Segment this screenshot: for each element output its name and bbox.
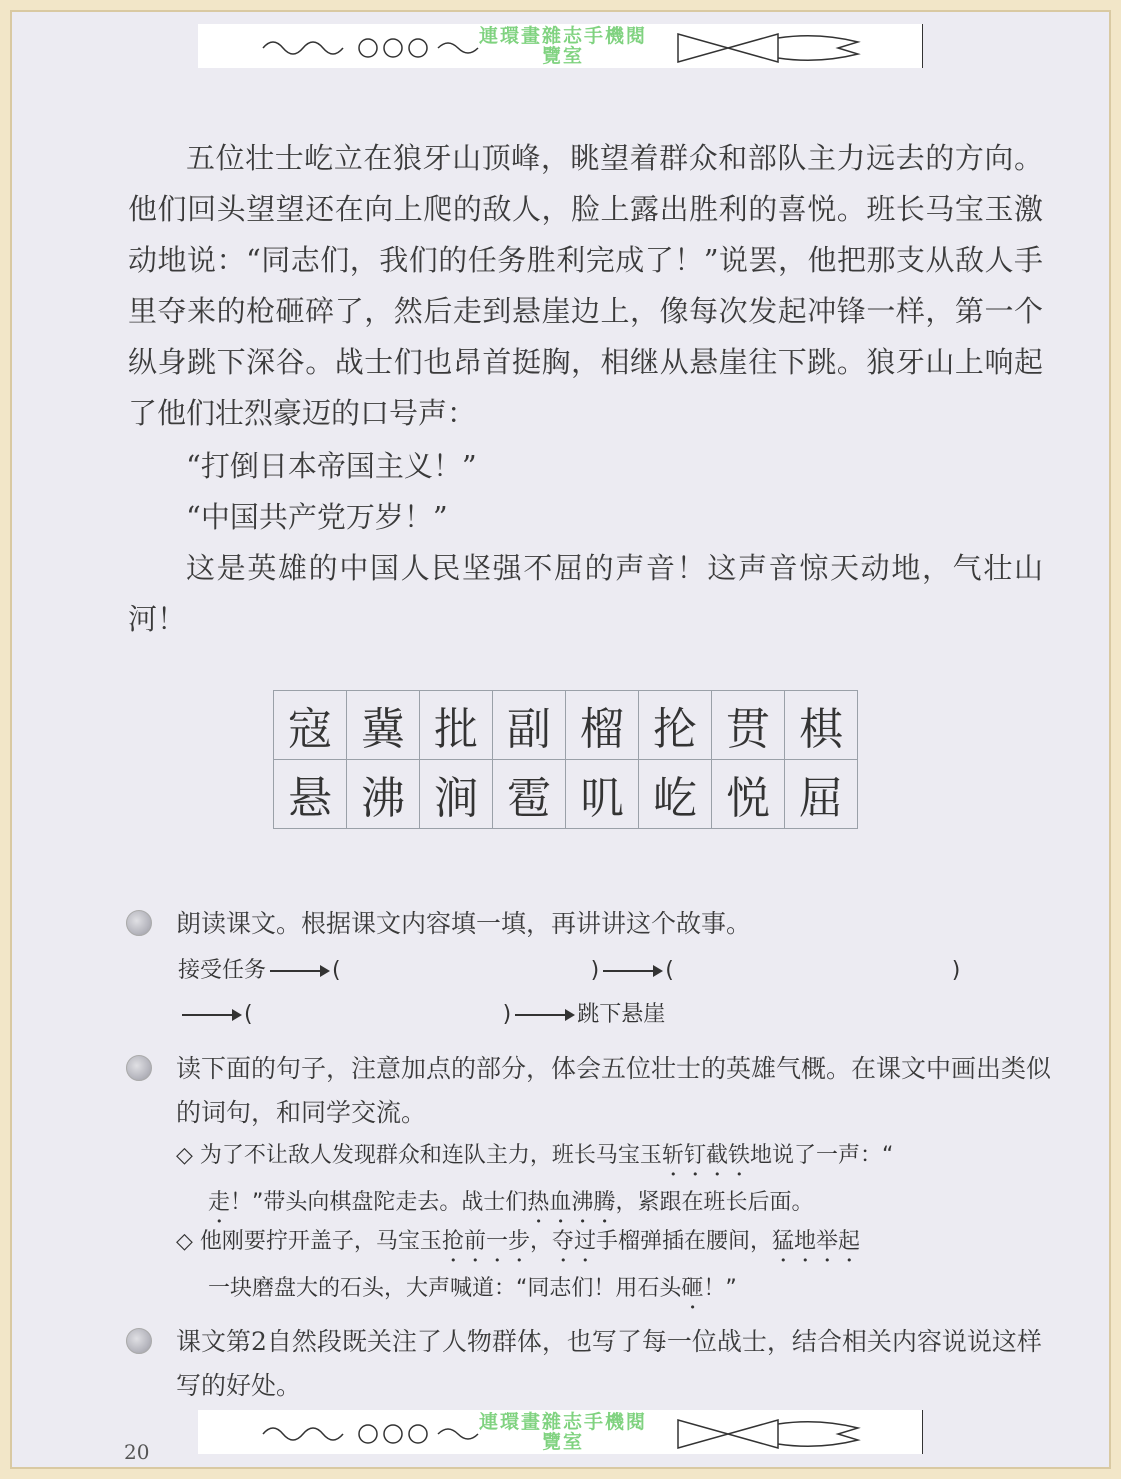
- character-cell: 副: [493, 691, 566, 760]
- sentence-text: ，紧跟在班长后面。: [615, 1190, 814, 1215]
- watermark-title: [398, 1412, 728, 1452]
- exercise-2-sentence-2: [176, 1220, 1046, 1314]
- story-paragraph-4: 这是英雄的中国人民坚强不屈的声音！这声音惊天动地，气壮山河！: [128, 551, 1043, 636]
- character-cell: 冀: [347, 691, 420, 760]
- arrow-right-icon: [515, 1014, 573, 1016]
- characters-row-1: [274, 691, 858, 760]
- character-cell: 悬: [274, 760, 347, 829]
- exercise-bullet-icon: [126, 910, 152, 936]
- sentence-text: ！”: [703, 1276, 737, 1301]
- character-cell: 沸: [347, 760, 420, 829]
- exercise-3-prompt: 课文第2自然段既关注了人物群体，也写了每一位战士，结合相关内容说说这样写的好处。: [176, 1327, 1042, 1400]
- sentence-text: 手榴弹插在腰间，: [595, 1229, 772, 1254]
- character-cell: 屈: [785, 760, 858, 829]
- exercise-1-flow-row-2: [178, 997, 665, 1027]
- emphasized-text: 斩钉截铁: [661, 1143, 750, 1168]
- character-cell: 涧: [420, 760, 493, 829]
- character-cell: 批: [420, 691, 493, 760]
- flow-end-label: 跳下悬崖: [577, 1002, 666, 1027]
- character-cell: 榴: [566, 691, 639, 760]
- characters-row-2: [274, 760, 858, 829]
- watermark-title-line1: 連環畫雜志手機閱: [478, 1411, 647, 1433]
- watermark-title-line1: 連環畫雜志手機閱: [478, 25, 647, 47]
- diamond-bullet-icon: ◇: [176, 1229, 193, 1254]
- sentence-text: ！”带头向棋盘陀走去。战士们: [230, 1190, 528, 1215]
- exercise-2-sentence-1: [176, 1134, 1046, 1228]
- blank-open-paren: (: [332, 958, 341, 983]
- sentence-text: ，: [529, 1229, 552, 1254]
- emphasized-text: 走: [208, 1190, 231, 1215]
- watermark-banner-top: [198, 24, 923, 68]
- emphasized-text: 热血沸腾: [527, 1190, 616, 1215]
- page-number: 20: [124, 1440, 150, 1464]
- character-cell: 叽: [566, 760, 639, 829]
- sentence-text: 一块磨盘大的石头，大声喊道：“同志们！用石头: [208, 1276, 682, 1301]
- watermark-title: [398, 26, 728, 66]
- character-cell: 悦: [712, 760, 785, 829]
- watermark-title-line2: 覽室: [541, 1431, 584, 1453]
- flow-start-label: 接受任务: [178, 958, 267, 983]
- arrow-right-icon: [270, 970, 328, 972]
- emphasized-text: 抢前一步: [441, 1229, 530, 1254]
- sentence-text: 地说了一声：“: [749, 1143, 894, 1168]
- blank-open-paren: (: [665, 958, 674, 983]
- exercise-bullet-icon: [126, 1055, 152, 1081]
- blank-close-paren: ): [951, 958, 961, 983]
- watermark-title-line2: 覽室: [541, 45, 584, 67]
- exercise-1-prompt: 朗读课文。根据课文内容填一填，再讲讲这个故事。: [176, 909, 752, 938]
- arrow-right-icon: [182, 1014, 240, 1016]
- diamond-bullet-icon: ◇: [176, 1143, 193, 1168]
- exercise-1-flow-row-1: [178, 953, 960, 983]
- character-cell: 屹: [639, 760, 712, 829]
- sentence-text: 他刚要拧开盖子，马宝玉: [199, 1229, 442, 1254]
- character-cell: 寇: [274, 691, 347, 760]
- blank-close-paren: ): [502, 1002, 512, 1027]
- exercise-bullet-icon: [126, 1328, 152, 1354]
- blank-close-paren: ): [590, 958, 600, 983]
- emphasized-text: 砸: [681, 1276, 704, 1301]
- new-characters-table: [273, 690, 858, 829]
- blank-open-paren: (: [244, 1002, 253, 1027]
- character-cell: 棋: [785, 691, 858, 760]
- character-cell: 抡: [639, 691, 712, 760]
- character-cell: 贯: [712, 691, 785, 760]
- watermark-banner-bottom: [198, 1410, 923, 1454]
- story-paragraph-2: “打倒日本帝国主义！”: [186, 449, 477, 483]
- character-cell: 雹: [493, 760, 566, 829]
- emphasized-text: 猛地举起: [772, 1229, 861, 1254]
- emphasized-text: 夺过: [551, 1229, 596, 1254]
- story-paragraph-3: “中国共产党万岁！”: [186, 500, 448, 534]
- sentence-text: 为了不让敌人发现群众和连队主力，班长马宝玉: [199, 1143, 662, 1168]
- story-paragraph-1: 五位壮士屹立在狼牙山顶峰，眺望着群众和部队主力远去的方向。他们回头望望还在向上爬的敌人，脸上露出胜利的喜悦。班长马宝玉激动地说：“同志们，我们的任务胜利完成了！”说罢，他把那支从敌人手里夺来的枪砸碎了，然后走到悬崖边上，像每次发起冲锋一样，第一个纵身跳下深谷。战士们也昂首挺胸，相继从悬崖往下跳。狼牙山上响起了他们壮烈豪迈的口号声：: [128, 141, 1043, 430]
- arrow-right-icon: [603, 970, 661, 972]
- exercise-2-prompt: 读下面的句子，注意加点的部分，体会五位壮士的英雄气概。在课文中画出类似的词句，和同学交流。: [176, 1054, 1052, 1127]
